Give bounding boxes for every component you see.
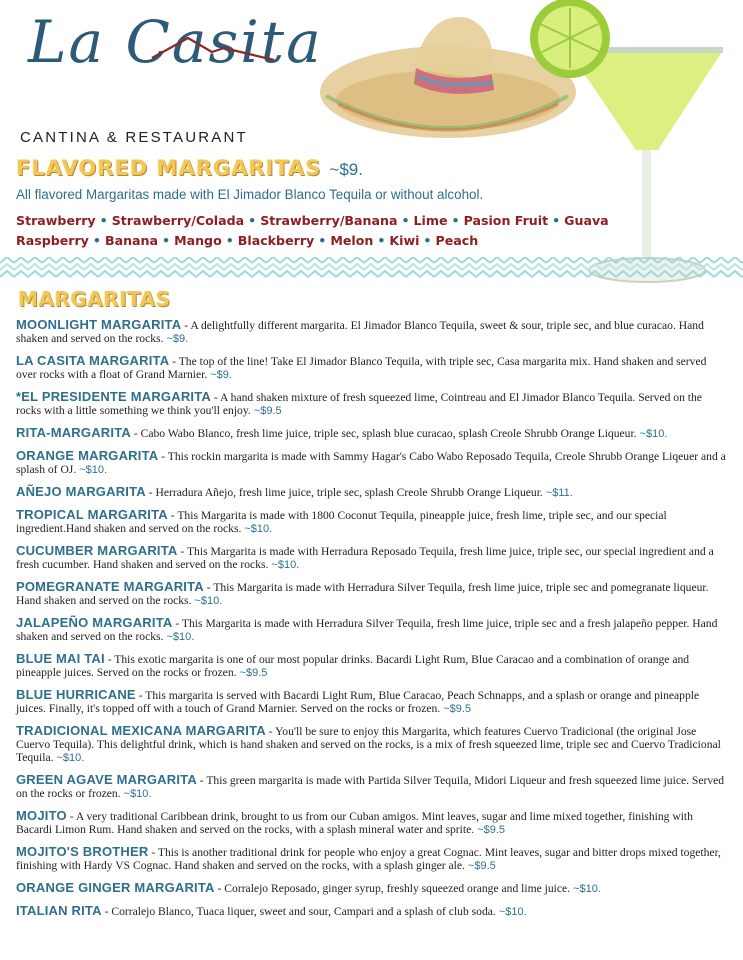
flavor-item: Banana [104,233,158,248]
menu-item-price: ~$10. [573,882,601,895]
menu-item-name: POMEGRANATE MARGARITA [16,578,204,594]
flavor-item: Strawberry/Colada [111,213,245,228]
menu-item-description: - This is another traditional drink for people who enjoy a great Cognac. Mint leaves, sugar and bitter drops mixed together, finishing with Hardy VS Cognac. Hand shaken and served on the rocks, with a splash ginger ale. [16,845,721,872]
menu-item-name: JALAPEÑO MARGARITA [16,614,173,630]
flavor-item: Pasion Fruit [463,213,549,228]
menu-item-price: ~$9.5 [443,702,472,715]
menu-item-price: ~$10. [56,752,85,764]
flavor-separator: • [99,213,108,228]
menu-item-name: AÑEJO MARGARITA [16,483,146,499]
menu-item [16,354,728,382]
menu-item-price: ~$9.5 [253,405,282,418]
menu-item-price: ~$10. [639,428,668,440]
logo-subtitle: CANTINA & RESTAURANT [20,129,248,146]
lime-slice-icon [530,0,610,78]
menu-item-price: ~$10. [498,905,527,918]
menu-item [16,652,728,680]
menu-item-description: - Cabo Wabo Blanco, fresh lime juice, triple sec, splash blue curacao, splash Creole Shrubb Orange Liqueur. [130,427,637,440]
flavored-note: All flavored Margaritas made with El Jimador Blanco Tequila or without alcohol. [16,187,484,202]
menu-item-price: ~$10. [244,522,273,535]
menu-item-description: - This Margarita is made with Herradura Silver Tequila, fresh lime juice, triple sec and a fresh jalapeño pepper. Hand shaken and served on the rocks. [16,616,718,643]
flavor-item: Lime [413,213,448,228]
menu-item-price: ~$9.5 [239,666,268,679]
flavored-price: ~$9. [329,160,363,179]
flavored-title [16,156,363,180]
menu-item-description: - This exotic margarita is one of our most popular drinks. Bacardi Light Rum, Blue Caracao and a combination of orange and pineapple juices. Served on the rocks or frozen. [16,652,690,679]
menu-item [16,616,728,644]
menu-item [16,485,728,500]
menu-item-name: TROPICAL MARGARITA [16,506,168,522]
menu-item [16,809,728,837]
margaritas-title: MARGARITAS [18,287,171,311]
menu-item-name: BLUE MAI TAI [16,650,105,666]
logo-roof-icon [150,30,280,70]
menu-item-name: CUCUMBER MARGARITA [16,542,178,558]
menu-item-price: ~$10. [194,594,223,607]
menu-item-name: GREEN AGAVE MARGARITA [16,771,197,787]
flavor-item: Guava [564,213,609,228]
menu-item [16,318,728,346]
flavor-item: Melon [330,233,374,248]
menu-item-name: MOJITO [16,807,67,823]
menu-item [16,449,728,477]
menu-item [16,881,728,896]
menu-item-description: - The top of the line! Take El Jimador Blanco Tequila, with triple sec, Casa margarita mix. Hand shaken and served over rocks with a float of Grand Marnier. [16,355,707,382]
menu-item [16,508,728,536]
menu-item-name: LA CASITA MARGARITA [16,353,170,368]
menu-item-price: ~$10. [166,630,195,643]
menu-item-price: ~$10. [79,464,108,476]
flavor-item: Mango [174,233,222,248]
menu-item-name: MOONLIGHT MARGARITA [16,317,182,332]
menu-item-name: MOJITO'S BROTHER [16,843,149,859]
flavor-separator: • [225,233,234,248]
menu-item-description: - Herradura Añejo, fresh lime juice, triple sec, splash Creole Shrubb Orange Liqueur. [145,485,543,499]
flavor-item: Peach [435,233,479,248]
flavor-separator: • [451,213,460,228]
menu-item [16,426,728,441]
menu-item [16,904,728,919]
menu-item-description: - This green margarita is made with Partida Silver Tequila, Midori Liqueur and fresh squeezed lime juice. Served on the rocks or frozen. [16,773,725,800]
menu-item [16,724,728,766]
menu-item-price: ~$10. [271,558,300,571]
menu-item-description: - A hand shaken mixture of fresh squeezed lime, Cointreau and El Jimador Blanco Tequila. Served on the rocks with a little something we think you'll enjoy. [16,391,702,418]
menu-item-price: ~$9. [210,369,232,382]
flavor-separator: • [92,233,101,248]
menu-item-price: ~$11. [545,486,573,499]
margarita-list [16,318,728,926]
menu-item-name: ORANGE MARGARITA [16,447,159,463]
flavored-title-text: FLAVORED MARGARITAS [16,156,322,180]
menu-item-price: ~$9.5 [477,824,505,836]
menu-item [16,390,728,418]
menu-item-description: - A very traditional Caribbean drink, brought to us from our Cuban amigos. Mint leaves, sugar and lime mixed together, finishing with Bacardi Limon Rum. Hand shaken and served on the rocks, with a splash mineral water and sprite. [16,809,693,836]
menu-item-description: - This margarita is served with Bacardi Light Rum, Blue Caracao, Peach Schnapps, and a splash or orange and pineapple juices. Finally, it's topped off with a touch of Grand Marnier. Served on the rocks or frozen. [16,688,700,715]
flavor-separator: • [377,233,386,248]
flavor-separator: • [162,233,171,248]
logo-script: La Casita [28,8,323,76]
menu-item-price: ~$9.5 [467,860,496,872]
menu-item [16,544,728,572]
flavor-list-line-2 [16,233,478,248]
flavor-separator: • [248,213,257,228]
menu-item-price: ~$10. [123,788,152,800]
flavor-item: Kiwi [389,233,420,248]
menu-item-description: - This rockin margarita is made with Sammy Hagar's Cabo Wabo Reposado Tequila, Creole Shrubb Orange Liqeuer and a splash of OJ. [16,449,726,476]
menu-item-name: RITA-MARGARITA [16,425,131,440]
flavor-item: Strawberry [16,213,96,228]
menu-item-description: - This Margarita is made with Herradura Reposado Tequila, fresh lime juice, triple sec, our special ingredient and a fresh cucumber. Hand shaken and served on the rocks. [16,544,714,571]
flavor-list-line-1 [16,213,609,228]
menu-item-name: ORANGE GINGER MARGARITA [16,879,215,895]
menu-item-description: - A delightfully different margarita. El Jimador Blanco Tequila, sweet & sour, triple sec, and blue curacao. Hand shaken and served on the rocks. [16,319,704,346]
menu-item-price: ~$9. [166,333,189,346]
flavor-separator: • [318,233,327,248]
menu-item [16,580,728,608]
flavor-separator: • [552,213,561,228]
flavor-item: Raspberry [16,233,89,248]
zigzag-divider [0,257,743,279]
menu-item-description: - Corralejo Reposado, ginger syrup, freshly squeezed orange and lime juice. [214,881,571,895]
menu-item-name: *EL PRESIDENTE MARGARITA [16,389,212,404]
flavor-item: Strawberry/Banana [260,213,398,228]
menu-item [16,688,728,716]
margarita-glass-icon [568,50,723,282]
menu-item-name: BLUE HURRICANE [16,686,136,702]
menu-item-name: TRADICIONAL MEXICANA MARGARITA [16,722,266,738]
menu-item-name: ITALIAN RITA [16,902,102,918]
menu-item-description: - You'll be sure to enjoy this Margarita, which features Cuervo Tradicional (the original Jose Cuervo Tequila). This delightful drink, which is hand shaken and served on the rocks, is a mix of fresh squeezed lime, triple sec and Cuervo Tradicional Tequila. [16,724,721,764]
flavor-separator: • [401,213,410,228]
menu-item-description: - This Margarita is made with 1800 Coconut Tequila, pineapple juice, fresh lime, triple sec, and our special ingredient.Hand shaken and served on the rocks. [16,508,667,535]
menu-item [16,773,728,801]
menu-item [16,845,728,873]
menu-item-description: - This Margarita is made with Herradura Silver Tequila, fresh lime juice, triple sec and pomegranate liqueur. Hand shaken and served on the rocks. [16,580,709,607]
menu-item-description: - Corralejo Blanco, Tuaca liquer, sweet and sour, Campari and a splash of club soda. [101,904,496,918]
flavor-item: Blackberry [237,233,315,248]
flavor-separator: • [423,233,432,248]
